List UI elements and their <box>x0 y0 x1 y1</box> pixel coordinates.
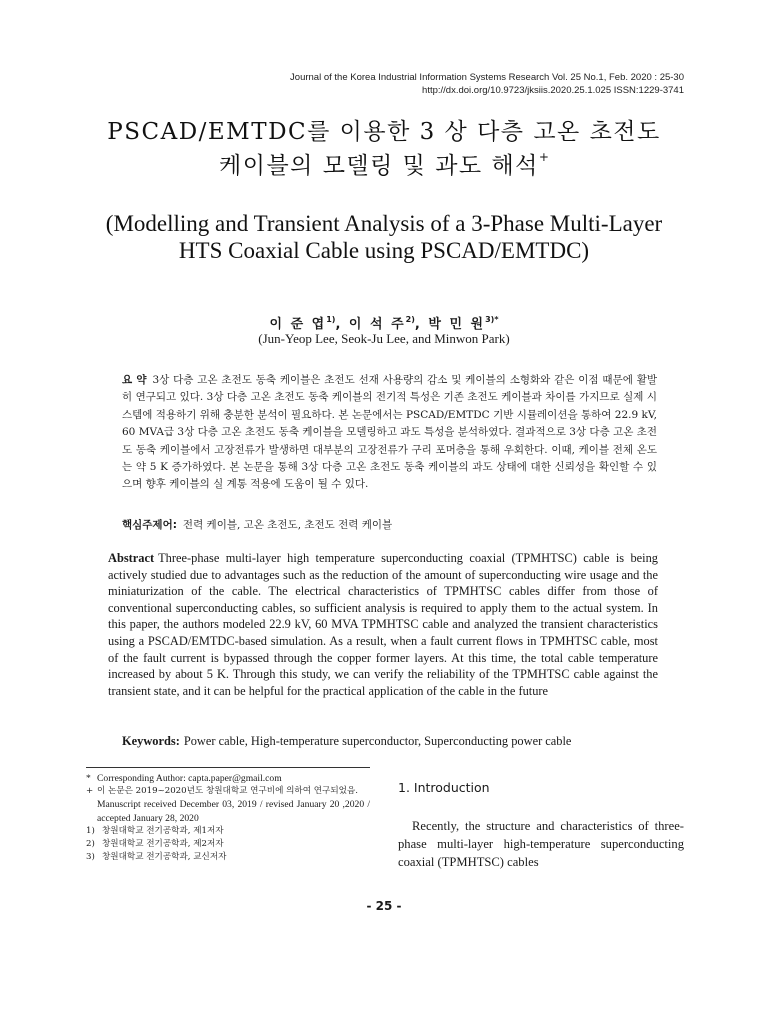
journal-citation: Journal of the Korea Industrial Information Systems Research Vol. 25 No.1, Feb. 2020 : 25-30 <box>290 72 684 83</box>
footnote-mark: * <box>86 773 91 784</box>
author-1-mark: 1) <box>326 315 336 324</box>
authors-korean <box>0 313 768 332</box>
english-keywords <box>122 734 571 749</box>
korean-title-line2-text: 케이블의 모델링 및 과도 해석 <box>219 153 539 179</box>
author-2-mark: 2) <box>405 315 415 324</box>
footnote-text: 이 논문은 2019~2020년도 창원대학교 연구비에 의하여 연구되었음. <box>97 786 359 797</box>
korean-title-line1: PSCAD/EMTDC를 이용한 3 상 다층 고온 초전도 <box>107 119 661 145</box>
footnote-author-3 <box>86 851 370 864</box>
footnote-text: Corresponding Author: capta.paper@gmail.com <box>97 773 282 784</box>
introduction-paragraph: Recently, the structure and characteristics of three-phase multi-layer high-temperature superconducting coaxial (TPMHTSC) cables <box>398 819 684 869</box>
korean-keywords <box>122 517 392 532</box>
footnote-funding <box>86 785 370 798</box>
footnote-manuscript-dates <box>86 798 370 824</box>
footnote-author-1 <box>86 825 370 838</box>
footnote-mark: + <box>86 786 94 797</box>
footnote-corresponding <box>86 772 370 785</box>
footnote-mark: 3) <box>86 852 95 863</box>
footnote-mark: 1) <box>86 825 95 836</box>
authors-english: (Jun-Yeop Lee, Seok-Ju Lee, and Minwon Park) <box>258 331 510 346</box>
footnote-mark <box>86 798 97 824</box>
title-funding-mark: + <box>538 150 549 164</box>
author-sep: , <box>414 317 429 332</box>
english-title-line1: (Modelling and Transient Analysis of a 3-Phase Multi-Layer <box>105 211 663 236</box>
english-title-line2: HTS Coaxial Cable using PSCAD/EMTDC) <box>178 238 590 263</box>
korean-keywords-text: 전력 케이블, 고온 초전도, 초전도 전력 케이블 <box>182 519 393 531</box>
author-1-name: 이 준 엽 <box>269 317 327 332</box>
english-abstract-label: Abstract <box>108 551 155 565</box>
footnotes <box>86 772 370 864</box>
doi-issn: http://dx.doi.org/10.9723/jksiis.2020.25.1.025 ISSN:1229-3741 <box>422 85 684 96</box>
korean-abstract-label: 요 약 <box>122 374 147 386</box>
korean-abstract-text: 3상 다층 고온 초전도 동축 케이블은 초전도 선재 사용량의 감소 및 케이블의 소형화와 같은 이점 때문에 활발히 연구되고 있다. 3상 다층 고온 초전도 동축 케이블의 전기적 특성은 기존 초전도 케이블과 차이를 가지므로 실제 시스템에 적용하기 위해 충분한 분석이 필요하다. 본 논문에서는 PSCAD/EMTDC 기반 시뮬레이션을 통하여 22.9 kV, 60 MVA급 3상 다층 고온 초전도 동축 케이블을 모델링하고 과도 특성을 분석하였다. 결과적으로 3상 다층 고온 초전도 동축 케이블에서 고장전류가 발생하면 대부분의 고장전류가 구리 포머층을 통해 우회한다. 이때, 케이블 전체 온도는 약 5 K 증가하였다. 본 논문을 통해 3상 다층 고온 초전도 동축 케이블의 과도 상태에 대한 신뢰성을 확인할 수 있으며 향후 케이블의 실 계통 적용에 도움이 될 수 있다. <box>122 374 657 491</box>
english-abstract <box>108 550 658 699</box>
korean-title-line2 <box>0 147 768 180</box>
section-heading-introduction: 1. Introduction <box>398 780 490 795</box>
footnote-mark: 2) <box>86 839 95 850</box>
english-abstract-text: Three-phase multi-layer high temperature superconducting coaxial (TPMHTSC) cable is being actively studied due to advantages such as the reduction of the amount of superconducting wire usage and the miniaturization of the cable. The electrical characteristics of TPMHTSC cables differ from those of conventional superconducting cables, so sufficient analysis is required to apply them to the actual system. In this paper, the authors modeled 22.9 kV, 60 MVA TPMHTSC cable and analyzed the transient characteristics using a PSCAD/EMTDC-based simulation. As a result, when a fault current flows in TPMHTSC cable, most of the fault current is bypassed through the copper former layers. At this time, the total cable temperature increased by about 5 K. Through this study, we can verify the reliability of the TPMHTSC cable against the transient state, and it can be helpful for the practical application of the cable in the future <box>108 551 658 698</box>
english-keywords-label: Keywords: <box>122 734 180 748</box>
footnote-text: Manuscript received December 03, 2019 / revised January 20 ,2020 / accepted January 28, 2020 <box>97 799 370 824</box>
korean-keywords-label: 핵심주제어: <box>122 519 177 531</box>
english-keywords-text: Power cable, High-temperature superconductor, Superconducting power cable <box>183 734 572 748</box>
footnote-divider <box>86 767 370 768</box>
author-2-name: 이 석 주 <box>348 317 406 332</box>
footnote-text: 창원대학교 전기공학과, 교신저자 <box>102 852 227 863</box>
footnote-text: 창원대학교 전기공학과, 제2저자 <box>102 839 224 850</box>
author-3-name: 박 민 원 <box>428 317 486 332</box>
author-3-mark: 3)* <box>485 315 499 324</box>
footnote-text: 창원대학교 전기공학과, 제1저자 <box>102 825 224 836</box>
footnote-author-2 <box>86 838 370 851</box>
author-sep: , <box>335 317 349 332</box>
page-number: - 25 - <box>366 899 402 913</box>
korean-abstract <box>122 372 657 494</box>
